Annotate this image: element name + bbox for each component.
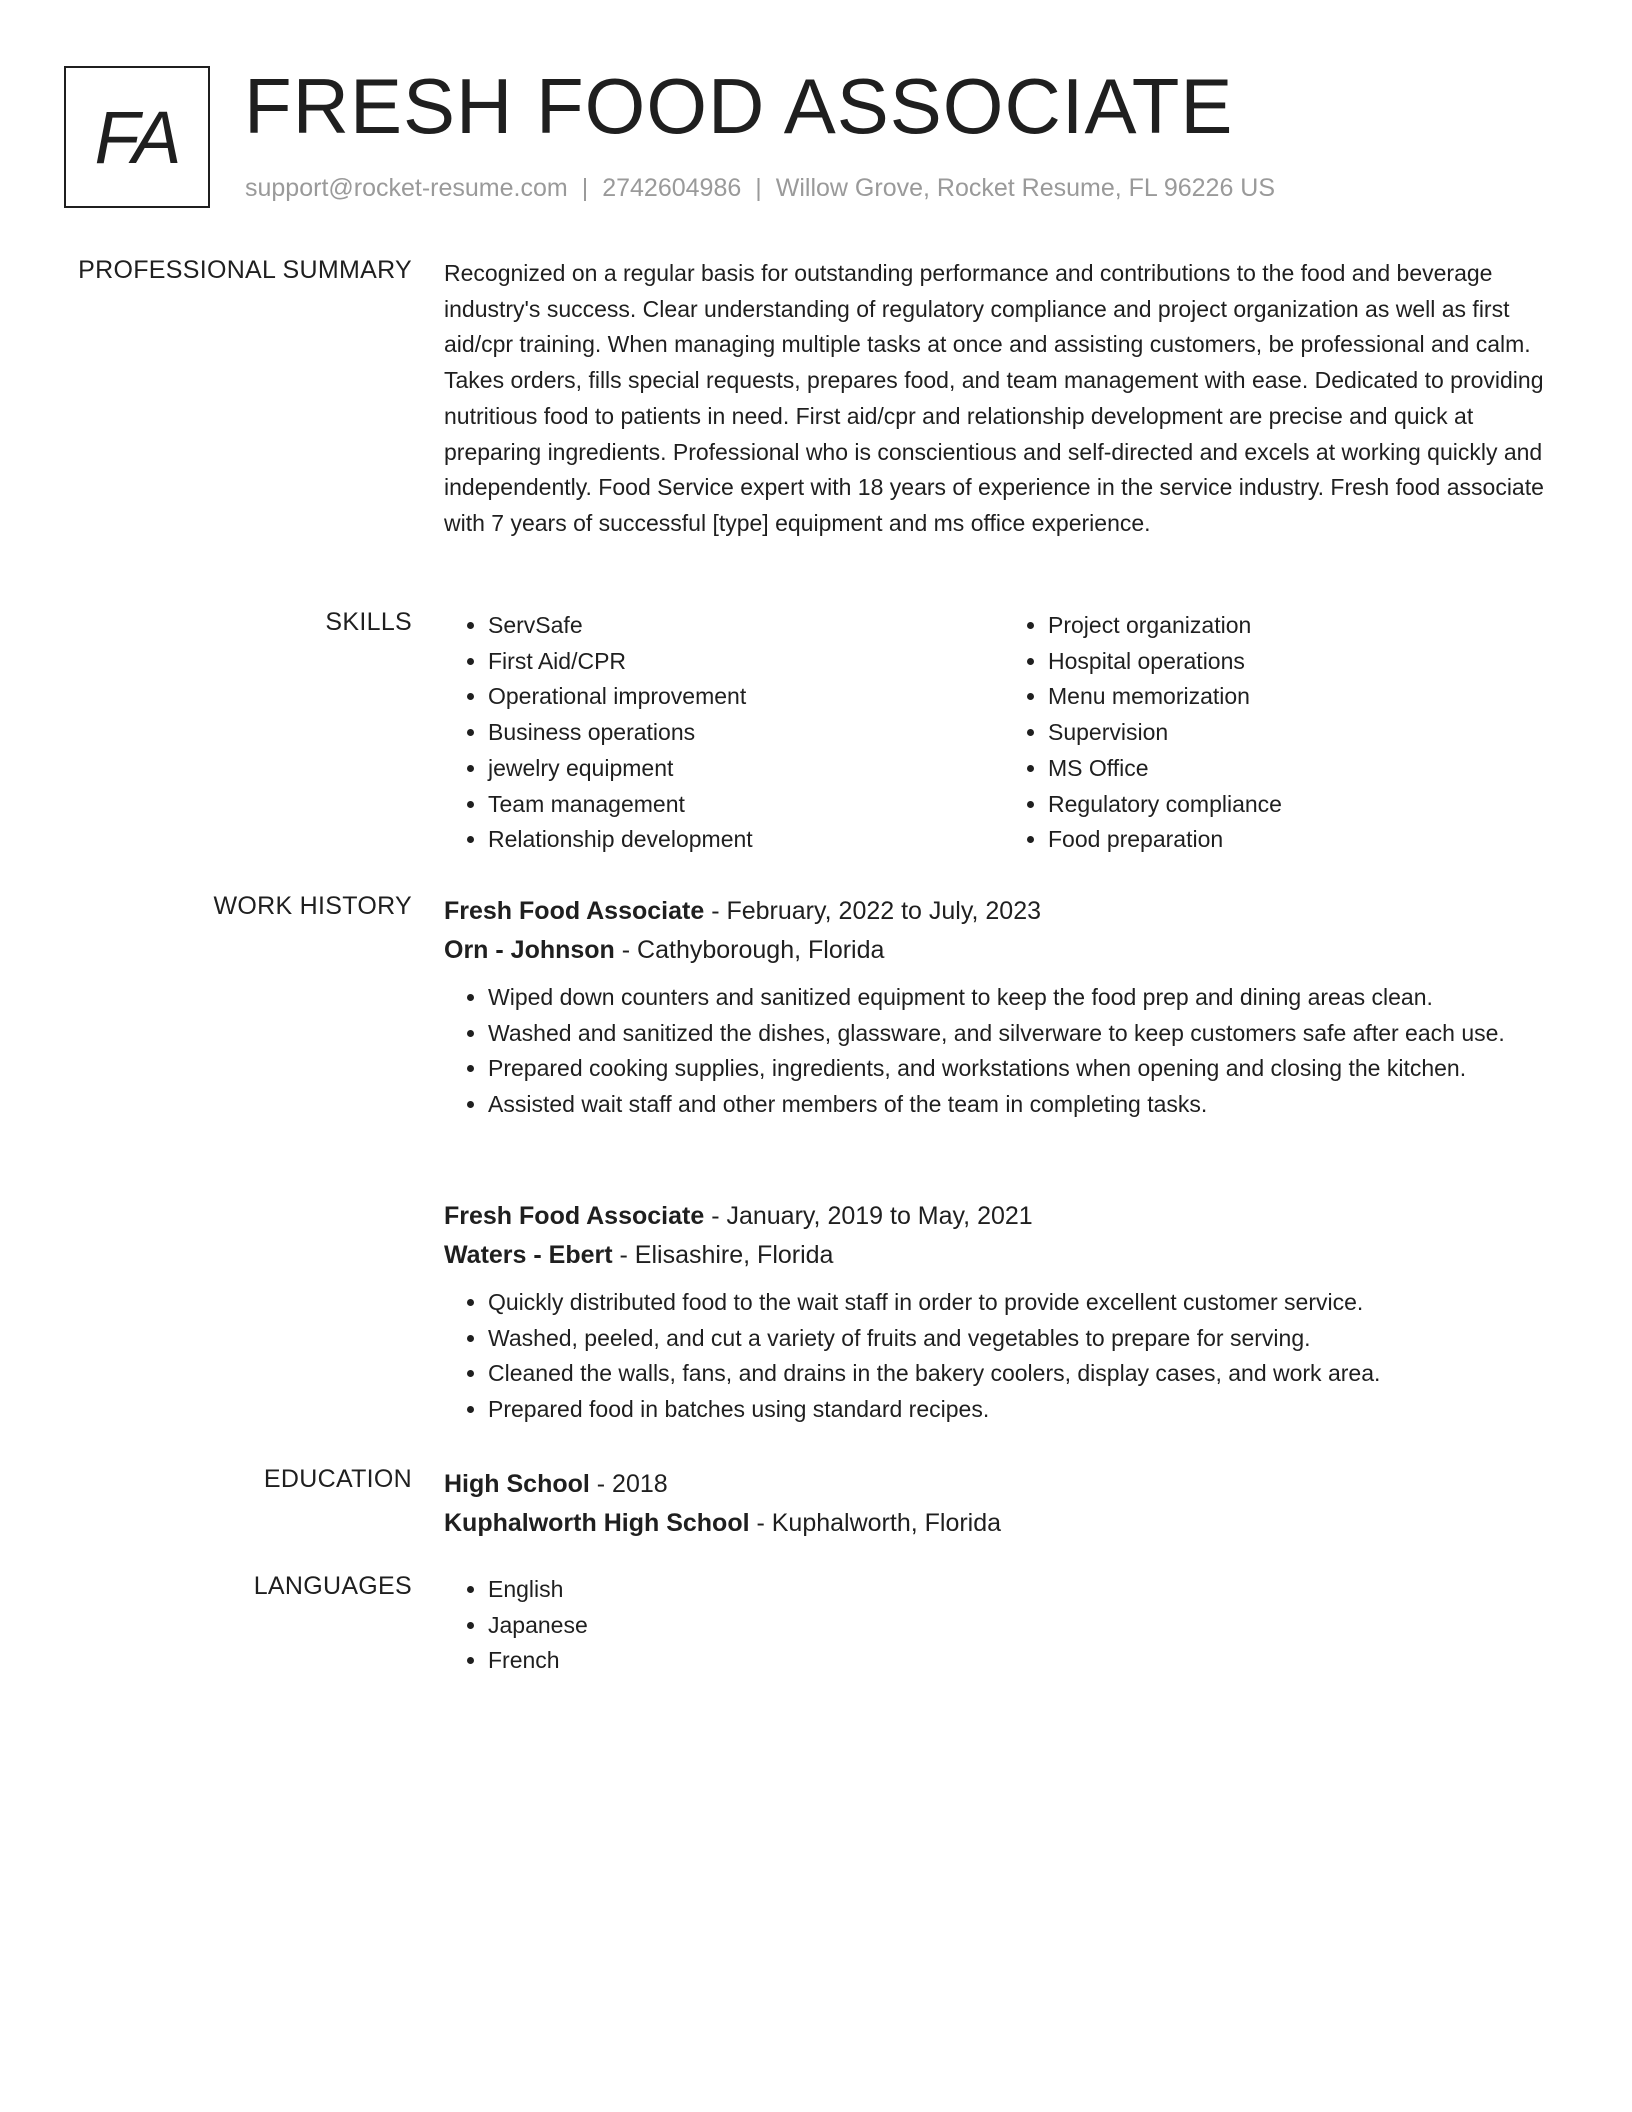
section-label-summary: PROFESSIONAL SUMMARY xyxy=(78,256,412,284)
skill-item: • Hospital operations xyxy=(1048,644,1564,680)
monogram-logo: FA xyxy=(64,66,210,208)
contact-email: support@rocket-resume.com xyxy=(245,174,568,202)
education-body xyxy=(444,1465,1564,1543)
skills-body xyxy=(444,608,1564,858)
job-dates: - January, 2019 to May, 2021 xyxy=(704,1202,1033,1230)
contact-separator: | xyxy=(755,174,762,202)
language-item: • English xyxy=(488,1572,1564,1608)
job-title: Fresh Food Associate xyxy=(444,897,705,925)
section-label-skills: SKILLS xyxy=(325,608,412,636)
skill-item: • Supervision xyxy=(1048,715,1564,751)
skill-item: • First Aid/CPR xyxy=(488,644,1004,680)
skill-item: • Food preparation xyxy=(1048,822,1564,858)
work-history-body xyxy=(444,1197,1564,1428)
languages-body xyxy=(444,1572,1564,1679)
skill-item: • ServSafe xyxy=(488,608,1004,644)
duty-item: • Prepared food in batches using standard recipes. xyxy=(488,1392,1564,1428)
duty-item: • Cleaned the walls, fans, and drains in the bakery coolers, display cases, and work area. xyxy=(488,1356,1564,1392)
job-title: Fresh Food Associate xyxy=(444,1202,705,1230)
section-label-education: EDUCATION xyxy=(263,1465,412,1493)
school-name: Kuphalworth High School xyxy=(444,1509,750,1537)
job-title-line xyxy=(444,1197,1564,1236)
duty-item: • Washed, peeled, and cut a variety of fruits and vegetables to prepare for serving. xyxy=(488,1321,1564,1357)
duty-item: • Washed and sanitized the dishes, glassware, and silverware to keep customers safe after each use. xyxy=(488,1016,1564,1052)
company-line xyxy=(444,931,1564,970)
skill-item: • Relationship development xyxy=(488,822,1004,858)
contact-address: Willow Grove, Rocket Resume, FL 96226 US xyxy=(775,174,1276,202)
skill-item: • jewelry equipment xyxy=(488,751,1004,787)
duty-item: • Assisted wait staff and other members of the team in completing tasks. xyxy=(488,1087,1564,1123)
candidate-name: FRESH FOOD ASSOCIATE xyxy=(244,62,1234,150)
section-label-languages: LANGUAGES xyxy=(253,1572,412,1600)
resume-header xyxy=(64,62,1564,216)
contact-separator: | xyxy=(581,174,589,202)
job-duties xyxy=(444,980,1564,1123)
job-entry xyxy=(444,1197,1564,1428)
skill-item: • Operational improvement xyxy=(488,679,1004,715)
job-title-line xyxy=(444,892,1564,931)
section-label-work: WORK HISTORY xyxy=(213,892,412,920)
contact-phone: 2742604986 xyxy=(602,174,742,202)
school-line xyxy=(444,1504,1564,1543)
job-entry xyxy=(444,892,1564,1123)
language-item: • French xyxy=(488,1643,1564,1679)
skill-item: • Team management xyxy=(488,787,1004,823)
company-line xyxy=(444,1236,1564,1275)
languages-list xyxy=(444,1572,1564,1679)
duty-item: • Quickly distributed food to the wait staff in order to provide excellent customer service. xyxy=(488,1285,1564,1321)
company-name: Orn - Johnson xyxy=(444,936,615,964)
skill-item: • MS Office xyxy=(1048,751,1564,787)
company-location: - Cathyborough, Florida xyxy=(614,936,885,964)
skill-item: • Project organization xyxy=(1048,608,1564,644)
company-name: Waters - Ebert xyxy=(444,1241,613,1269)
work-history-body xyxy=(444,892,1564,1123)
duty-item: • Wiped down counters and sanitized equipment to keep the food prep and dining areas clean. xyxy=(488,980,1564,1016)
job-dates: - February, 2022 to July, 2023 xyxy=(704,897,1042,925)
duty-item: • Prepared cooking supplies, ingredients, and workstations when opening and closing the kitchen. xyxy=(488,1051,1564,1087)
graduation-year: - 2018 xyxy=(589,1470,668,1498)
degree-line xyxy=(444,1465,1564,1504)
language-item: • Japanese xyxy=(488,1608,1564,1644)
contact-line xyxy=(245,174,1275,203)
school-location: - Kuphalworth, Florida xyxy=(749,1509,1002,1537)
summary-text: Recognized on a regular basis for outstanding performance and contributions to the food and beverage industry's success. Clear understanding of regulatory compliance and project organization as well as first aid/cpr training. When managing multiple tasks at once and assisting customers, be professional and calm. Takes orders, fills special requests, prepares food, and team management with ease. Dedicated to providing nutritious food to patients in need. First aid/cpr and relationship development are precise and quick at preparing ingredients. Professional who is conscientious and self-directed and excels at working quickly and independently. Food Service expert with 18 years of experience in the service industry. Fresh food associate with 7 years of successful [type] equipment and ms office experience. xyxy=(444,260,1544,536)
job-duties xyxy=(444,1285,1564,1428)
summary-body xyxy=(444,256,1564,542)
company-location: - Elisashire, Florida xyxy=(612,1241,834,1269)
skill-item: • Regulatory compliance xyxy=(1048,787,1564,823)
skills-list-right xyxy=(1004,608,1564,858)
skills-list-left xyxy=(444,608,1004,858)
skill-item: • Menu memorization xyxy=(1048,679,1564,715)
degree-name: High School xyxy=(444,1470,590,1498)
skill-item: • Business operations xyxy=(488,715,1004,751)
